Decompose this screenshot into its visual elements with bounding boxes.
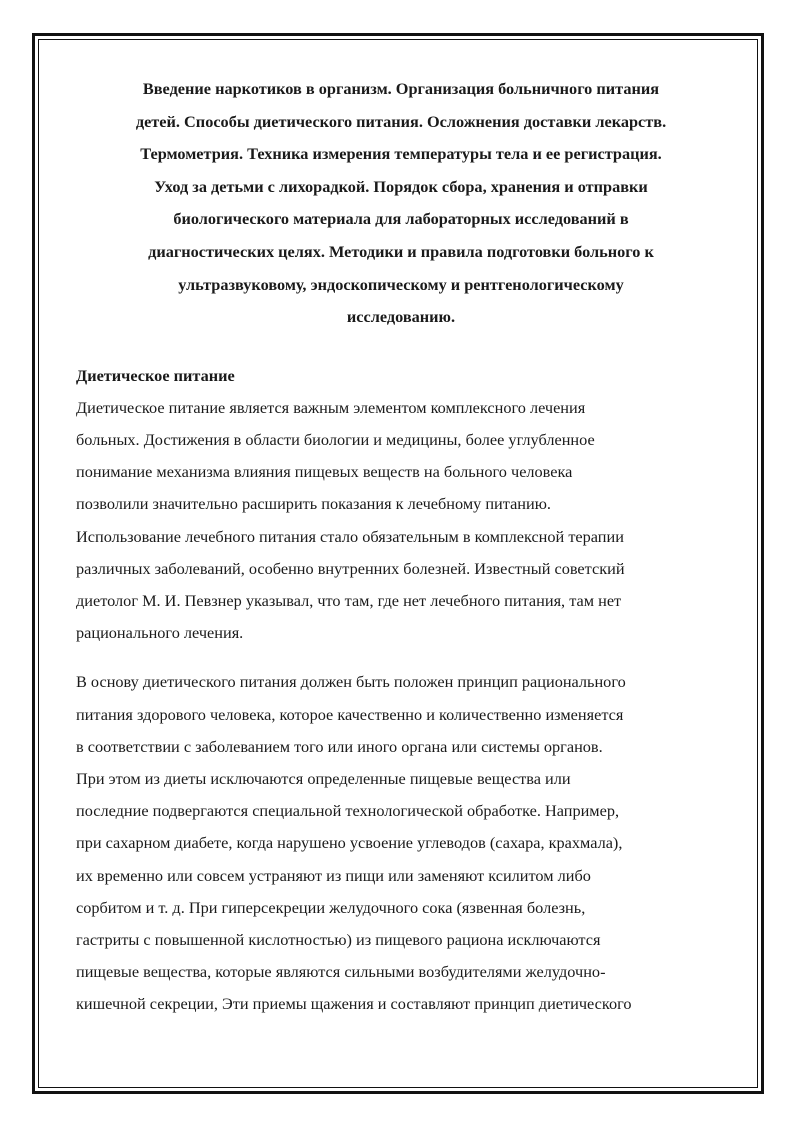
body-paragraph-2: В основу диетического питания должен быть положен принцип рационального питания здорового человека, которое качественно и количественно изменяется в соответствии с заболеванием того или иного органа или системы органов. При этом из диеты исключаются определенные пищевые вещества или последние подвергаются специальной технологической обработке. Например, при сахарном диабете, когда нарушено усвоение углеводов (сахара, крахмала), их временно или совсем устраняют из пищи или заменяют ксилитом либо сорбитом и т. д. При гиперсекреции желудочного сока (язвенная болезнь, гастриты с повышенной кислотностью) из пищевого рациона исключаются пищевые вещества, которые являются сильными возбудителями желудочно- кишечной секреции, Эти приемы щажения и составляют принцип диетического <box>76 672 632 1014</box>
document-content <box>76 73 726 1021</box>
document-title: Введение наркотиков в организм. Организация больничного питания детей. Способы диетического питания. Осложнения доставки лекарств. Термометрия. Техника измерения температуры тела и ее регистрация. Уход за детьми с лихорадкой. Порядок сбора, хранения и отправки биологического материала для лабораторных исследований в диагностических целях. Методики и правила подготовки больного к ультразвуковому, эндоскопическому и рентгенологическому исследованию. <box>135 79 667 327</box>
section-heading: Диетическое питание <box>76 365 235 385</box>
body-paragraph-1: Диетическое питание является важным элементом комплексного лечения больных. Достижения в области биологии и медицины, более углубленное понимание механизма влияния пищевых веществ на больного человека позволили значительно расширить показания к лечебному питанию. Использование лечебного питания стало обязательным в комплексной терапии различных заболеваний, особенно внутренних болезней. Известный советский диетолог М. И. Певзнер указывал, что там, где нет лечебного питания, там нет рационального лечения. <box>76 397 625 643</box>
